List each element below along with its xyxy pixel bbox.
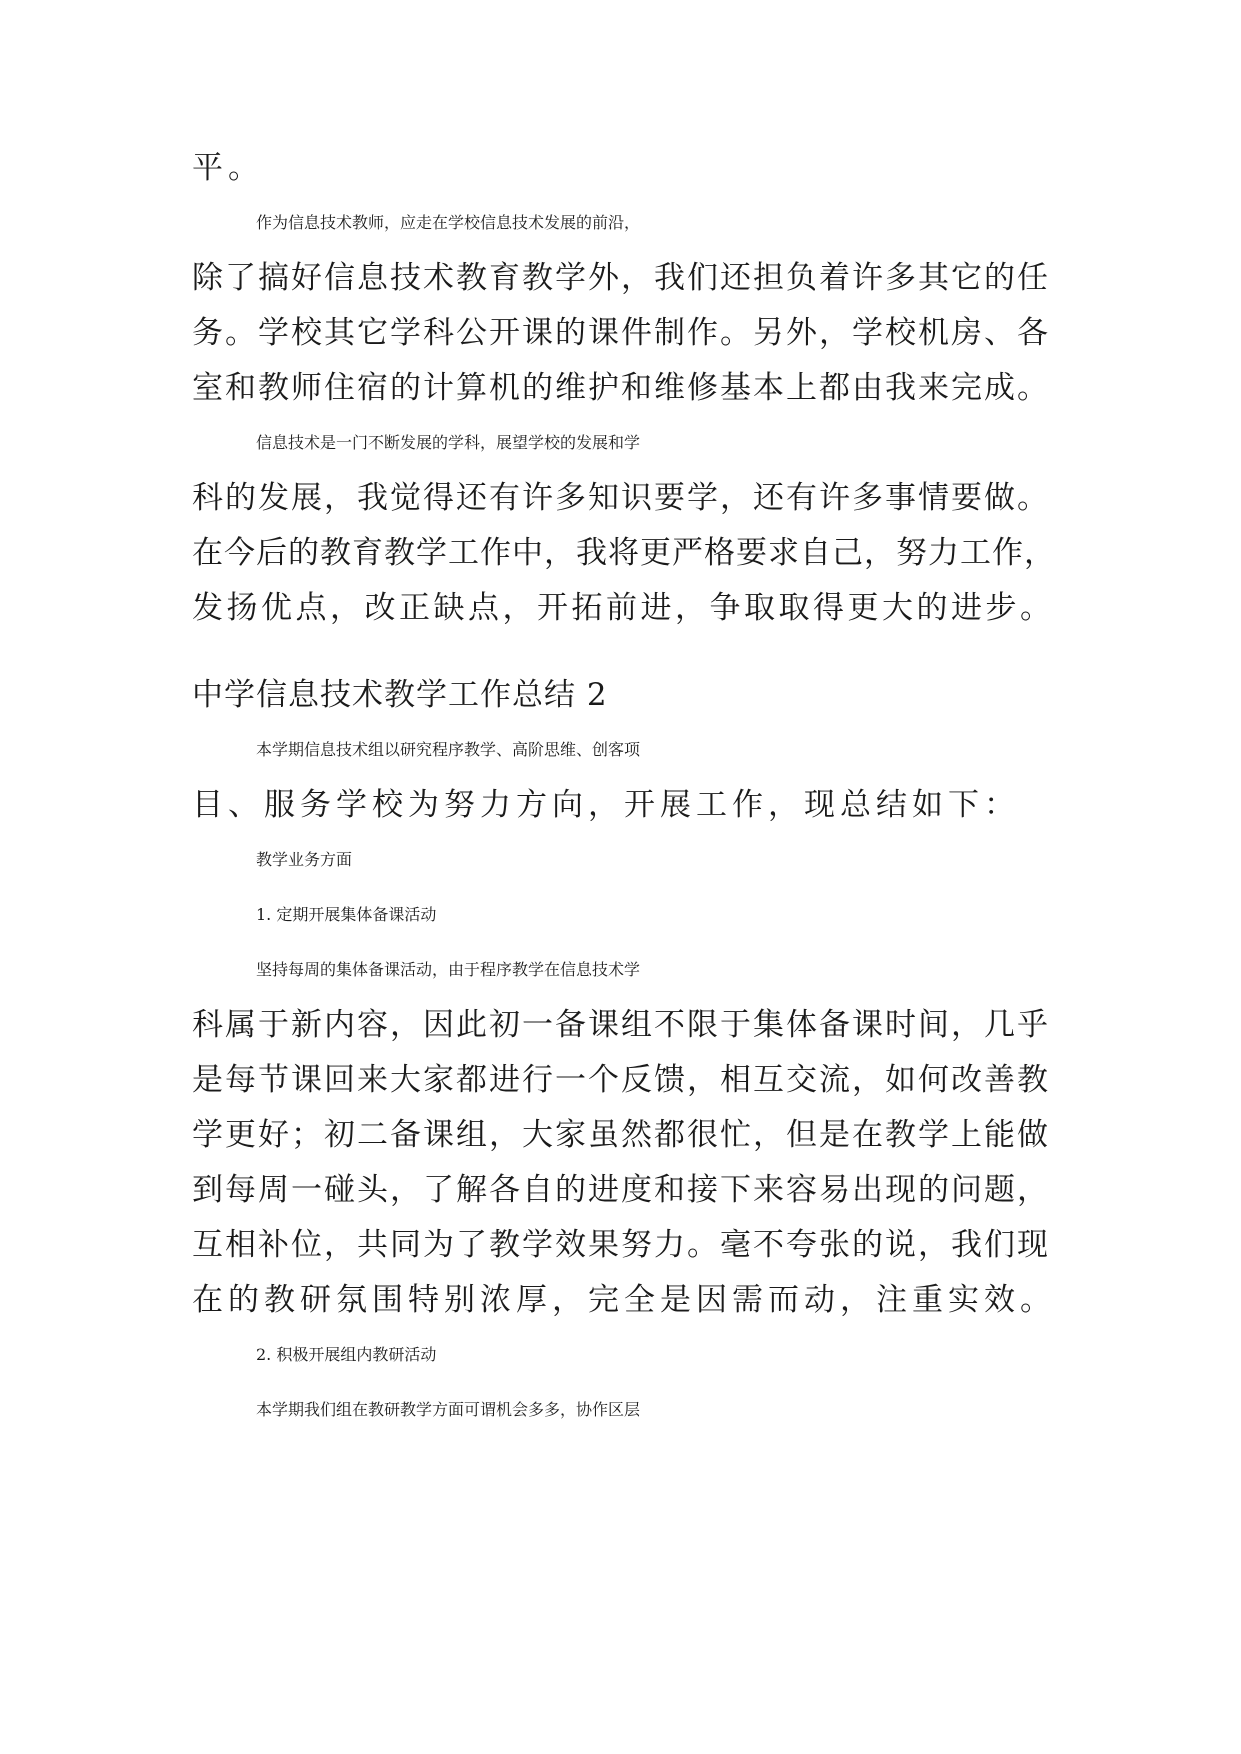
section-heading: 中学信息技术教学工作总结 2 — [192, 677, 608, 713]
text-line: 科属于新内容，因此初一备课组不限于集体备课时间，几乎 — [192, 1007, 1050, 1043]
text-line: 到每周一碰头，了解各自的进度和接下来容易出现的问题， — [192, 1172, 1050, 1208]
subheading: 教学业务方面 — [256, 850, 353, 869]
paragraph-start: 坚持每周的集体备课活动，由于程序教学在信息技术学 — [256, 960, 641, 979]
paragraph-start: 本学期信息技术组以研究程序教学、高阶思维、创客项 — [256, 740, 641, 759]
text-line: 在的教研氛围特别浓厚，完全是因需而动，注重实效。 — [192, 1282, 1056, 1318]
numbered-subheading: 2. 积极开展组内教研活动 — [256, 1345, 437, 1364]
text-line: 在今后的教育教学工作中，我将更严格要求自己，努力工作， — [192, 535, 1056, 571]
text-line: 室和教师住宿的计算机的维护和维修基本上都由我来完成。 — [192, 370, 1050, 406]
text-line: 科的发展，我觉得还有许多知识要学，还有许多事情要做。 — [192, 480, 1050, 516]
text-line: 是每节课回来大家都进行一个反馈，相互交流，如何改善教 — [192, 1062, 1050, 1098]
numbered-subheading: 1. 定期开展集体备课活动 — [256, 905, 437, 924]
paragraph-start: 信息技术是一门不断发展的学科，展望学校的发展和学 — [256, 433, 641, 452]
text-line: 平。 — [192, 150, 264, 186]
text-line: 务。学校其它学科公开课的课件制作。另外，学校机房、各 — [192, 315, 1050, 351]
paragraph-start: 本学期我们组在教研教学方面可谓机会多多，协作区层 — [256, 1400, 641, 1419]
paragraph-start: 作为信息技术教师，应走在学校信息技术发展的前沿， — [256, 213, 641, 232]
text-line: 目、服务学校为努力方向，开展工作，现总结如下： — [192, 787, 1020, 823]
text-line: 互相补位，共同为了教学效果努力。毫不夸张的说，我们现 — [192, 1227, 1050, 1263]
text-line: 学更好；初二备课组，大家虽然都很忙，但是在教学上能做 — [192, 1117, 1050, 1153]
text-line: 除了搞好信息技术教育教学外，我们还担负着许多其它的任 — [192, 260, 1050, 296]
text-line: 发扬优点，改正缺点，开拓前进，争取取得更大的进步。 — [192, 590, 1055, 626]
